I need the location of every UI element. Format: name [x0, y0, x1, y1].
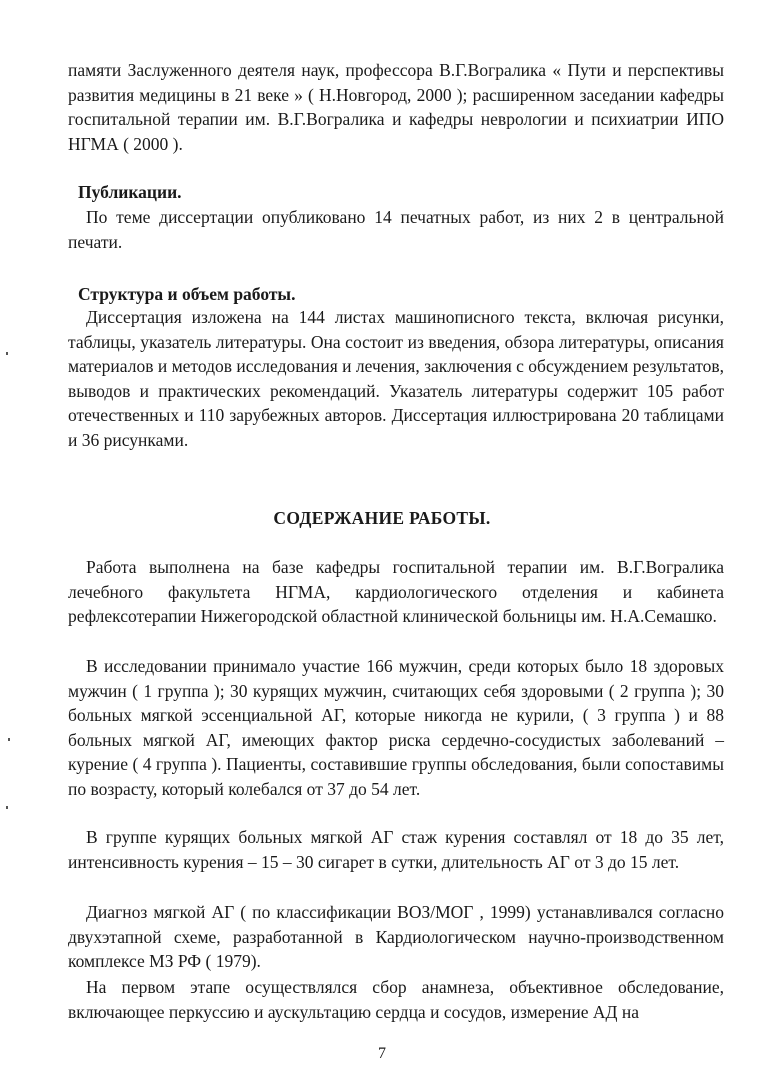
base-paragraph: Работа выполнена на базе кафедры госпитальной терапии им. В.Г.Вогралика лечебного факультета НГМА, кардиологического отделения и кабинета рефлексотерапии Нижегородской областной клинической больницы им. Н.А.Семашко. [68, 557, 724, 627]
scan-speck [6, 352, 8, 355]
diagnosis-paragraph: Диагноз мягкой АГ ( по классификации ВОЗ/МОГ , 1999) устанавливался согласно двухэтапной схеме, разработанной в Кардиологическом научно-производственном комплексе МЗ РФ ( 1979). [68, 902, 724, 972]
structure-heading: Структура и объем работы. [78, 284, 296, 304]
content-heading: СОДЕРЖАНИЕ РАБОТЫ. [273, 508, 491, 528]
publications-heading: Публикации. [78, 182, 182, 202]
intro-paragraph: памяти Заслуженного деятеля наук, профессора В.Г.Вогралика « Пути и перспективы развития медицины в 21 веке » ( Н.Новгород, 2000 ); расширенном заседании кафедры госпитальной терапии им. В.Г.Вогралика и кафедры неврологии и психиатрии ИПО НГМА ( 2000 ). [68, 60, 724, 154]
structure-paragraph: Диссертация изложена на 144 листах машинописного текста, включая рисунки, таблицы, указатель литературы. Она состоит из введения, обзора литературы, описания материалов и методов исследования и лечения, заключения с обсуждением результатов, выводов и практических рекомендаций. Указатель литературы содержит 105 работ отечественных и 110 зарубежных авторов. Диссертация иллюстрирована 20 таблицами и 36 рисунками. [68, 307, 724, 450]
page-number: 7 [378, 1045, 386, 1062]
study-paragraph: В исследовании принимало участие 166 мужчин, среди которых было 18 здоровых мужчин ( 1 группа ); 30 курящих мужчин, считающих себя здоровыми ( 2 группа ); 30 больных мягкой эссенциальной АГ, которые никогда не курили, ( 3 группа ) и 88 больных мягкой АГ, имеющих фактор риска сердечно-сосудистых заболеваний – курение ( 4 группа ). Пациенты, составившие группы обследования, были сопоставимы по возрасту, который колебался от 37 до 54 лет. [68, 656, 724, 799]
publications-paragraph: По теме диссертации опубликовано 14 печатных работ, из них 2 в центральной печати. [68, 207, 724, 252]
scan-speck [6, 806, 8, 809]
first-stage-paragraph: На первом этапе осуществлялся сбор анамнеза, объективное обследование, включающее перкуссию и аускультацию сердца и сосудов, измерение АД на [68, 977, 724, 1022]
smoking-paragraph: В группе курящих больных мягкой АГ стаж курения составлял от 18 до 35 лет, интенсивность курения – 15 – 30 сигарет в сутки, длительность АГ от 3 до 15 лет. [68, 827, 724, 872]
scan-speck [8, 738, 10, 741]
